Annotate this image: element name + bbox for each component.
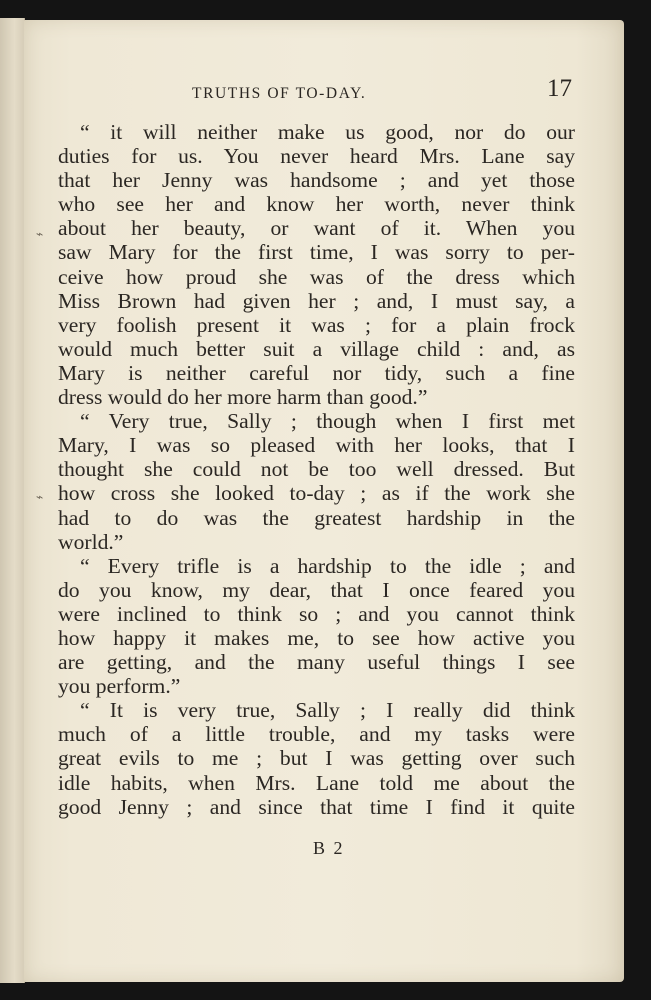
text-line: “ it will neither make us good, nor do our bbox=[80, 120, 575, 144]
text-line: that her Jenny was handsome ; and yet those bbox=[58, 168, 575, 193]
text-line: do you know, my dear, that I once feared you bbox=[58, 577, 575, 602]
text-line: are getting, and the many useful things I see bbox=[58, 650, 575, 675]
text-line: who see her and know her worth, never think bbox=[58, 192, 575, 217]
text-line: you perform.” bbox=[58, 674, 181, 699]
text-line: “ Every trifle is a hardship to the idle ; and bbox=[80, 553, 575, 578]
text-line: good Jenny ; and since that time I find it quite bbox=[58, 794, 575, 819]
text-line: had to do was the greatest hardship in the bbox=[58, 505, 575, 530]
text-line: Mary is neither careful nor tidy, such a fine bbox=[58, 360, 575, 385]
text-line: world.” bbox=[58, 529, 124, 554]
binding-thread-mark: ⌁ bbox=[36, 490, 44, 504]
binding-thread-mark: ⌁ bbox=[36, 227, 44, 241]
text-line: Miss Brown had given her ; and, I must say, a bbox=[58, 288, 575, 313]
page-number: 17 bbox=[547, 75, 572, 102]
text-line: “ Very true, Sally ; though when I first met bbox=[80, 409, 575, 434]
text-line: about her beauty, or want of it. When you bbox=[58, 216, 575, 241]
text-line: ceive how proud she was of the dress which bbox=[58, 264, 575, 289]
page-header bbox=[192, 75, 572, 107]
text-line: Mary, I was so pleased with her looks, that I bbox=[58, 433, 575, 458]
text-line: how happy it makes me, to see how active you bbox=[58, 625, 575, 650]
running-head: TRUTHS OF TO-DAY. bbox=[192, 85, 367, 102]
text-line: were inclined to think so ; and you cannot think bbox=[58, 601, 575, 626]
text-line: much of a little trouble, and my tasks were bbox=[58, 722, 575, 747]
text-line: how cross she looked to-day ; as if the work she bbox=[58, 481, 575, 506]
text-line: dress would do her more harm than good.” bbox=[58, 385, 428, 410]
text-line: duties for us. You never heard Mrs. Lane say bbox=[58, 144, 575, 169]
text-line: “ It is very true, Sally ; I really did think bbox=[80, 698, 575, 723]
text-line: saw Mary for the first time, I was sorry to per- bbox=[58, 240, 575, 265]
text-line: would much better suit a village child : and, as bbox=[58, 336, 575, 361]
text-line: thought she could not be too well dressed. But bbox=[58, 457, 575, 482]
text-line: idle habits, when Mrs. Lane told me about the bbox=[58, 770, 575, 795]
signature-mark: B 2 bbox=[313, 838, 345, 858]
text-line: very foolish present it was ; for a plain frock bbox=[58, 312, 575, 337]
body-text bbox=[58, 120, 575, 819]
previous-page-edge bbox=[0, 18, 25, 983]
text-line: great evils to me ; but I was getting over such bbox=[58, 746, 575, 771]
